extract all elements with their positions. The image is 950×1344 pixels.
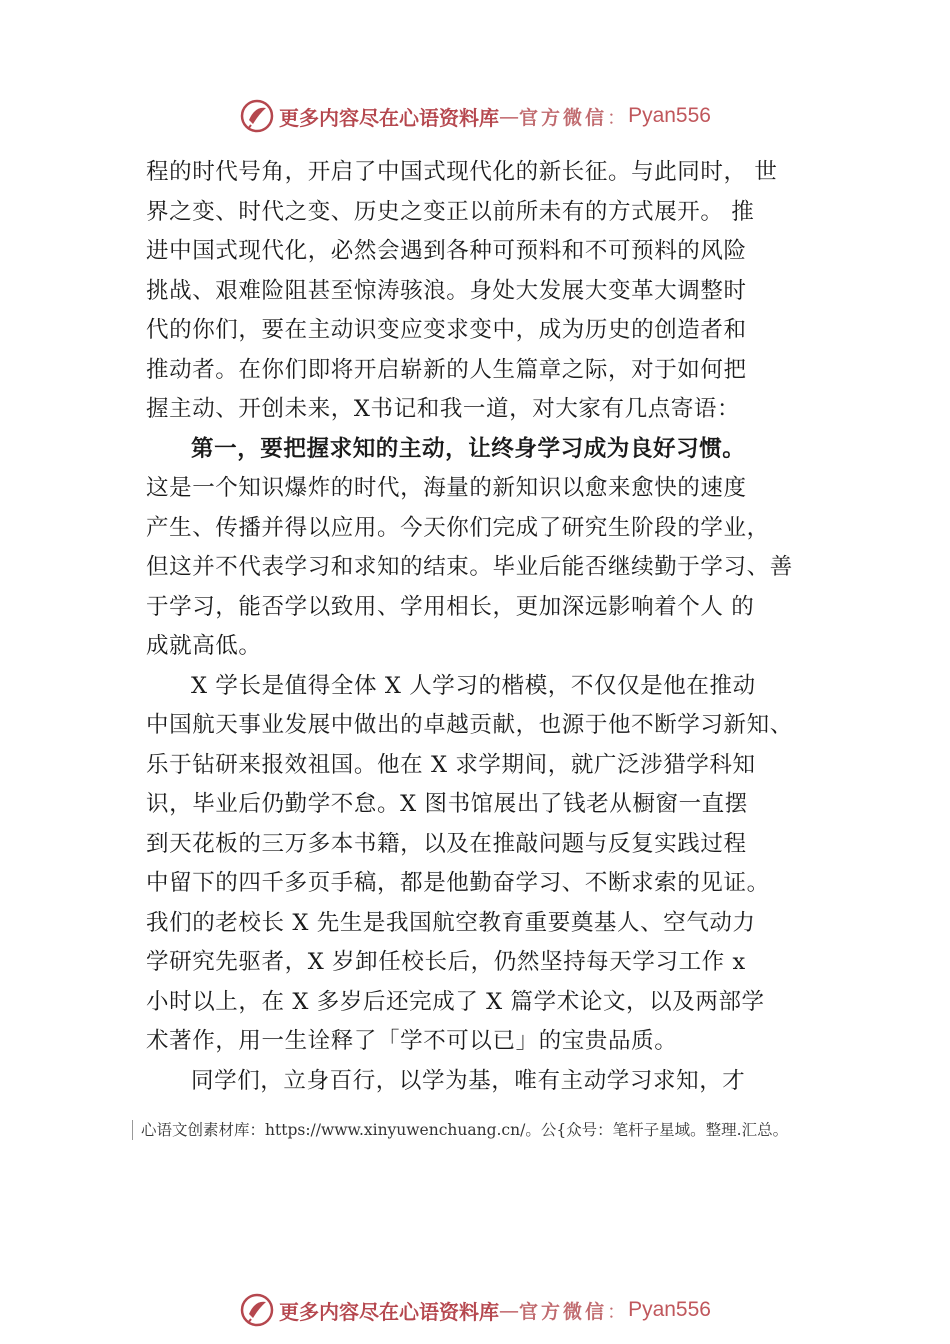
body-text-line: 挑战、艰难险阻甚至惊涛骇浪。身处大发展大变革大调整时 xyxy=(146,277,747,304)
body-text-line: 学研究先驱者，X 岁卸任校长后，仍然坚持每天学习工作 x xyxy=(146,949,746,975)
body-text-line: 乐于钻研来报效祖国。他在 X 求学期间，就广泛涉猎学科知 xyxy=(146,751,756,778)
body-text-line: 握主动、开创未来，X书记和我一道，对大家有几点寄语： xyxy=(146,396,741,422)
wechat-id: Pyan556 xyxy=(628,1298,711,1321)
body-text-line: 小时以上，在 X 多岁后还完成了 X 篇学术论文，以及两部学 xyxy=(146,988,765,1015)
body-text-line: X 学长是值得全体 X 人学习的楷模，不仅仅是他在推动 xyxy=(191,672,756,699)
official-label: 官方微信 xyxy=(519,106,608,129)
body-text-line: 推动者。在你们即将开启崭新的人生篇章之际，对于如何把 xyxy=(146,356,747,383)
body-text-line: 术著作，用一生诠释了「学不可以已」的宝贵品质。 xyxy=(146,1028,678,1054)
body-text-line: 成就高低。 xyxy=(146,633,262,659)
brand-text: 更多内容尽在心语资料库 xyxy=(279,105,500,130)
footer-banner xyxy=(0,1286,950,1334)
body-text-line: 进中国式现代化，必然会遇到各种可预料和不可预料的风险 xyxy=(146,238,747,264)
official-colon: ： xyxy=(607,1300,627,1323)
brand-dash: — xyxy=(499,1298,520,1322)
official-label: 官方微信 xyxy=(519,1300,608,1323)
body-text-line: 同学们，立身百行，以学为基，唯有主动学习求知，才 xyxy=(191,1067,746,1094)
body-text-line: 中留下的四千多页手稿，都是他勤奋学习、不断求索的见证。 xyxy=(146,870,770,896)
body-text-line: 我们的老校长 X 先生是我国航空教育重要奠基人、空气动力 xyxy=(146,909,756,936)
section-heading-line: 第一，要把握求知的主动，让终身学习成为良好习惯。 xyxy=(191,435,746,462)
brand-text: 更多内容尽在心语资料库 xyxy=(279,1299,500,1324)
body-text-line: 这是一个知识爆炸的时代，海量的新知识以愈来愈快的速度 xyxy=(146,475,747,501)
brand-logo-icon xyxy=(239,1292,275,1328)
body-text-line: 界之变、时代之变、历史之变正以前所未有的方式展开。 推 xyxy=(146,198,755,225)
wechat-id: Pyan556 xyxy=(628,104,711,127)
document-body xyxy=(146,153,846,1101)
header-banner xyxy=(0,92,950,140)
official-colon: ： xyxy=(607,106,627,129)
body-text-line: 中国航天事业发展中做出的卓越贡献，也源于他不断学习新知、 xyxy=(146,712,793,738)
body-text-line: 但这并不代表学习和求知的结束。毕业后能否继续勤于学习、善 xyxy=(146,554,793,580)
body-text-line: 于学习，能否学以致用、学用相长，更加深远影响着个人 的 xyxy=(146,593,755,620)
body-text-line: 识，毕业后仍勤学不怠。X 图书馆展出了钱老从橱窗一直摆 xyxy=(146,791,748,817)
brand-dash: — xyxy=(499,104,520,128)
body-text-line: 程的时代号角，开启了中国式现代化的新长征。与此同时， 世 xyxy=(146,159,778,185)
footer-note: 心语文创素材库：https://www.xinyuwenchuang.cn/。公{众号：笔杆子星域。整理.汇总。 xyxy=(132,1120,788,1140)
brand-logo-icon xyxy=(239,98,275,134)
body-text-line: 产生、传播并得以应用。今天你们完成了研究生阶段的学业， xyxy=(146,514,770,541)
body-text-line: 到天花板的三万多本书籍，以及在推敲问题与反复实践过程 xyxy=(146,830,747,857)
body-text-line: 代的你们，要在主动识变应变求变中，成为历史的创造者和 xyxy=(146,317,747,343)
